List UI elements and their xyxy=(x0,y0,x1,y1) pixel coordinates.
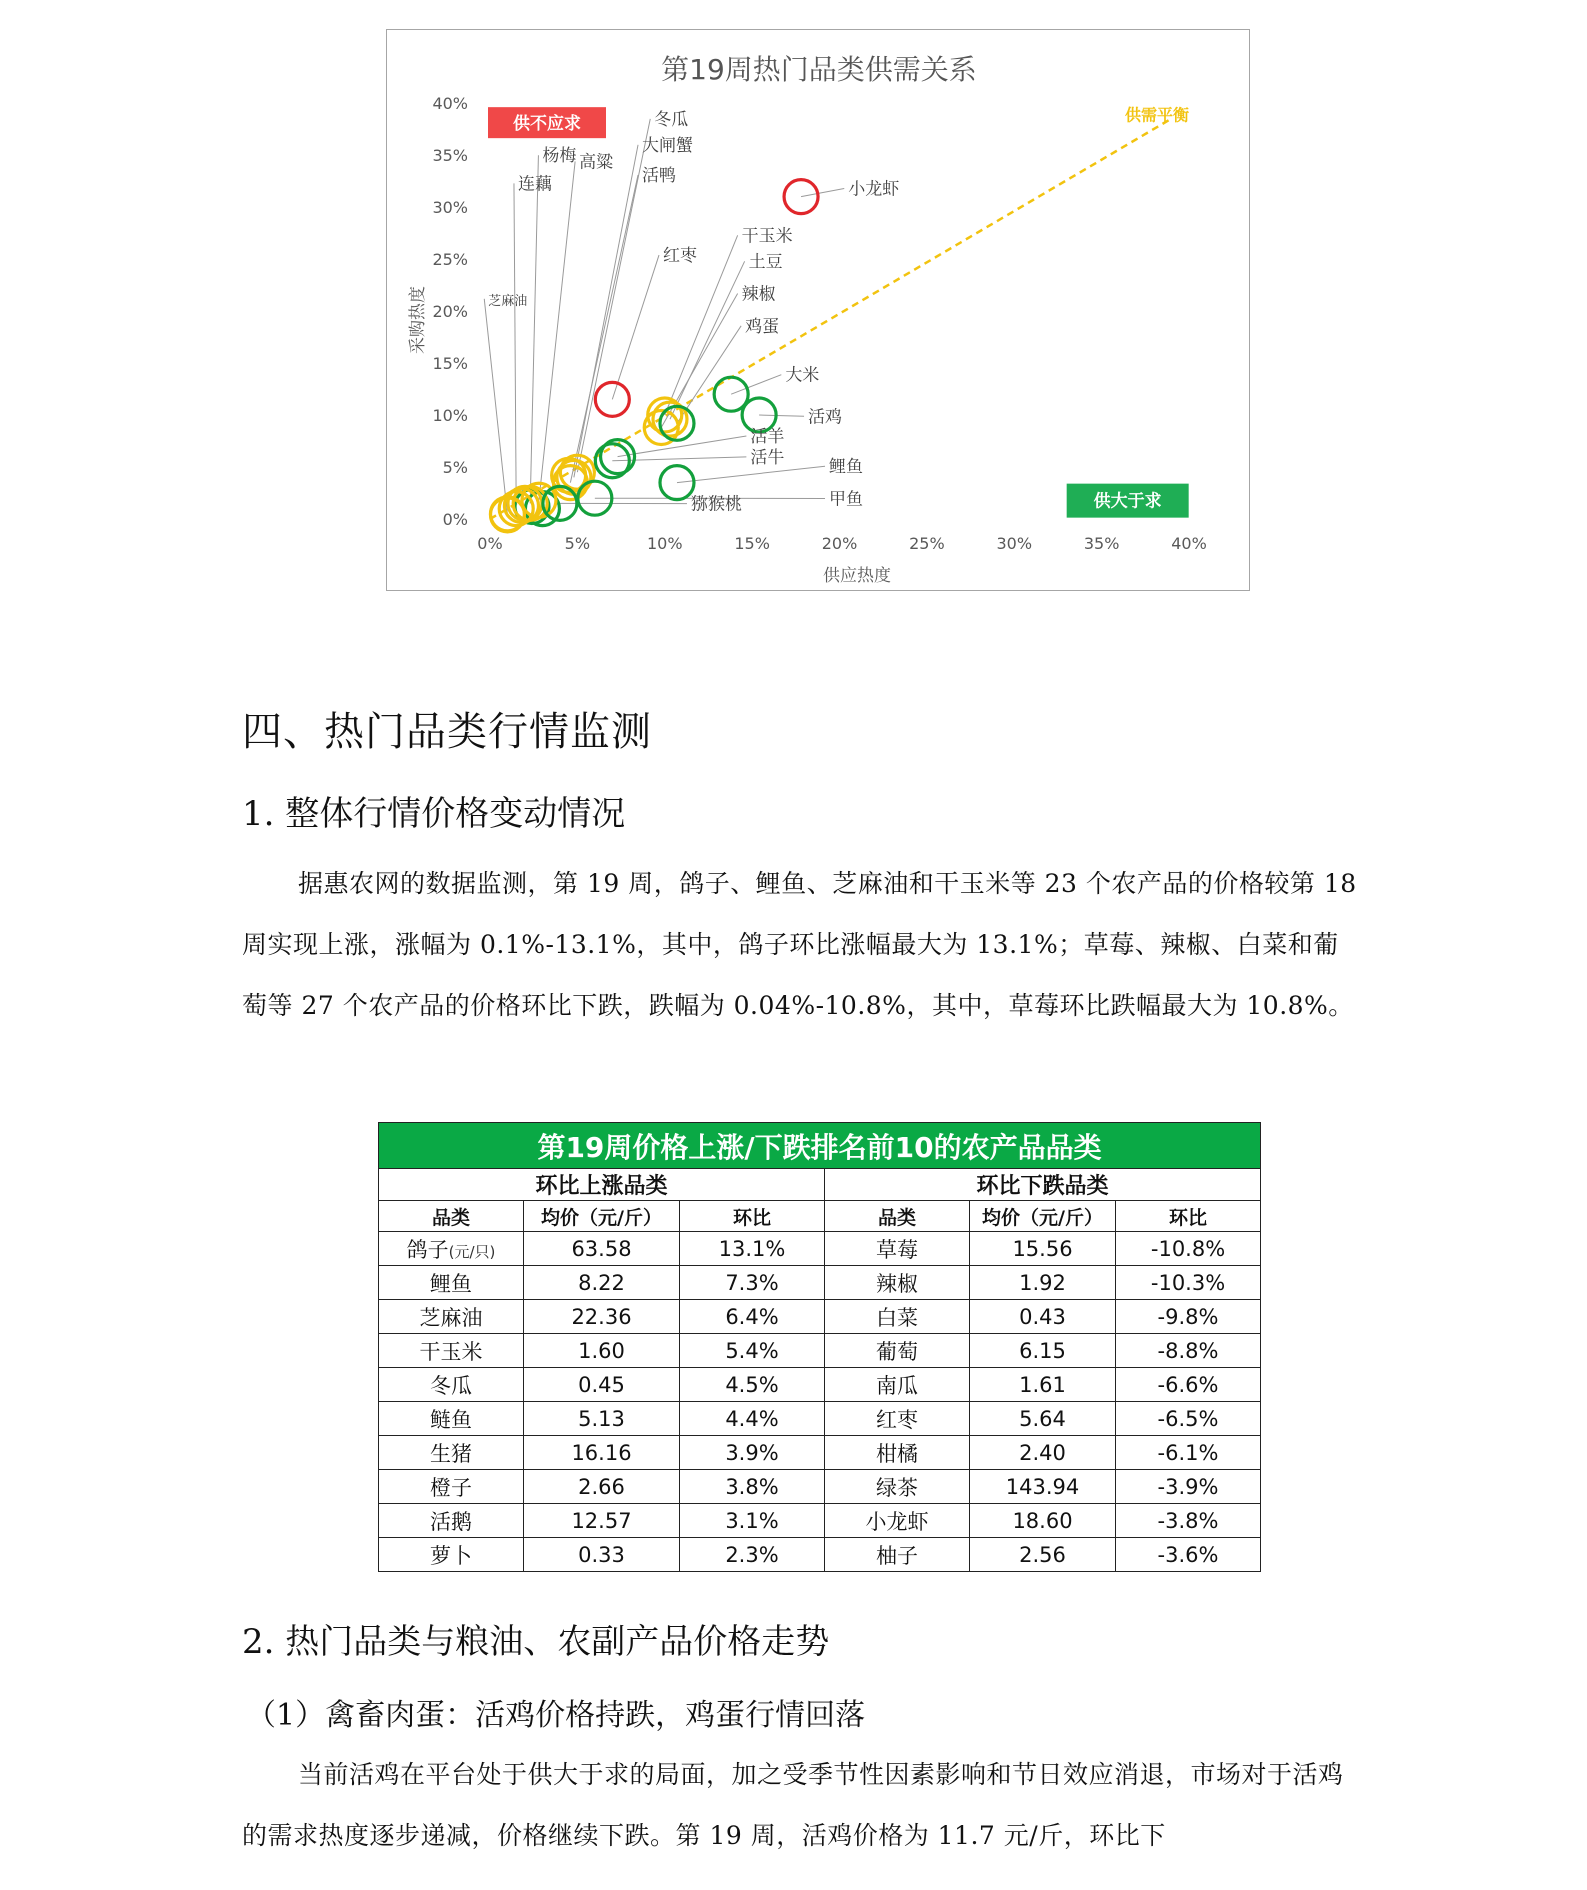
leader-line xyxy=(514,183,516,508)
fall-price: 2.56 xyxy=(970,1538,1116,1572)
x-tick-label: 35% xyxy=(1083,534,1120,553)
point-labels xyxy=(488,110,899,515)
rise-category-name: 活鹅 xyxy=(430,1509,472,1534)
x-tick-label: 30% xyxy=(996,534,1033,553)
point-label: 鲤鱼 xyxy=(829,457,864,478)
rise-category-name: 芝麻油 xyxy=(419,1305,483,1330)
y-tick-label: 20% xyxy=(432,302,468,321)
rise-category-name: 萝卜 xyxy=(430,1543,472,1568)
y-tick-label: 10% xyxy=(432,406,468,425)
leader-line xyxy=(484,299,507,515)
fall-change: -3.9% xyxy=(1116,1470,1261,1504)
rise-category-name: 橙子 xyxy=(430,1475,472,1500)
rise-change: 2.3% xyxy=(680,1538,825,1572)
y-tick-label: 30% xyxy=(432,198,468,217)
rise-change: 3.1% xyxy=(680,1504,825,1538)
table-row xyxy=(379,1266,1261,1300)
leader-line xyxy=(759,415,804,416)
rise-category-unit: (元/只) xyxy=(448,1242,496,1261)
fall-price: 15.56 xyxy=(970,1232,1116,1266)
fall-change: -10.8% xyxy=(1116,1232,1261,1266)
leader-line xyxy=(612,457,746,461)
table-row xyxy=(379,1538,1261,1572)
fall-price: 5.64 xyxy=(970,1402,1116,1436)
fall-category: 南瓜 xyxy=(825,1368,970,1402)
rise-change: 3.9% xyxy=(680,1436,825,1470)
rise-change: 7.3% xyxy=(680,1266,825,1300)
rise-price: 63.58 xyxy=(524,1232,680,1266)
table-row xyxy=(379,1436,1261,1470)
fall-change: -6.6% xyxy=(1116,1368,1261,1402)
fall-change: -3.8% xyxy=(1116,1504,1261,1538)
rise-change: 13.1% xyxy=(680,1232,825,1266)
fall-category: 葡萄 xyxy=(825,1334,970,1368)
rise-category xyxy=(379,1504,524,1538)
point-label: 芝麻油 xyxy=(488,293,528,309)
fall-price: 143.94 xyxy=(970,1470,1116,1504)
leader-line xyxy=(677,466,825,482)
paragraph-overall: 据惠农网的数据监测，第 19 周，鸽子、鲤鱼、芝麻油和干玉米等 23 个农产品的价格较第 18 周实现上涨，涨幅为 0.1%-13.1%，其中，鸽子环比涨幅最大为 13.1%；草莓、辣椒、白菜和葡萄等 27 个农产品的价格环比下跌，跌幅为 0.04%-10.8%，其中，草莓环比跌幅最大为 10.8%。 xyxy=(242,869,1357,1020)
x-tick-label: 25% xyxy=(909,534,945,553)
point-label: 干玉米 xyxy=(741,226,793,247)
point-label: 猕猴桃 xyxy=(690,494,742,515)
supply-demand-chart xyxy=(386,29,1250,591)
rise-category xyxy=(379,1470,524,1504)
x-axis-label: 供应热度 xyxy=(823,566,891,586)
leader-line xyxy=(801,189,844,197)
subsection-heading-1: 1. 整体行情价格变动情况 xyxy=(242,794,626,834)
rise-category-name: 干玉米 xyxy=(419,1339,483,1364)
fall-category: 柚子 xyxy=(825,1538,970,1572)
rise-change: 4.4% xyxy=(680,1402,825,1436)
table-row xyxy=(379,1300,1261,1334)
rise-price: 12.57 xyxy=(524,1504,680,1538)
rise-category xyxy=(379,1538,524,1572)
rise-change: 6.4% xyxy=(680,1300,825,1334)
scatter-plot xyxy=(387,30,1251,592)
leader-line xyxy=(574,145,638,478)
subsection-heading-3: （1）禽畜肉蛋：活鸡价格持跌，鸡蛋行情回落 xyxy=(246,1698,866,1733)
col-head-change: 环比 xyxy=(1116,1201,1261,1232)
table-row xyxy=(379,1470,1261,1504)
surplus-zone-label: 供大于求 xyxy=(1093,491,1162,512)
col-head-price: 均价（元/斤） xyxy=(970,1201,1116,1232)
rise-category xyxy=(379,1402,524,1436)
section-heading: 四、热门品类行情监测 xyxy=(242,709,652,755)
fall-price: 18.60 xyxy=(970,1504,1116,1538)
table-title: 第19周价格上涨/下跌排名前10的农产品品类 xyxy=(379,1123,1261,1169)
rise-category-name: 鲤鱼 xyxy=(430,1271,472,1296)
rise-category-name: 生猪 xyxy=(430,1441,472,1466)
leader-line xyxy=(570,175,638,483)
col-head-category: 品类 xyxy=(825,1201,970,1232)
rise-price: 0.45 xyxy=(524,1368,680,1402)
point-label: 杨梅 xyxy=(542,146,577,167)
rise-category xyxy=(379,1300,524,1334)
y-tick-label: 0% xyxy=(442,510,468,529)
point-label: 活羊 xyxy=(750,427,785,448)
fall-category: 红枣 xyxy=(825,1402,970,1436)
col-head-change: 环比 xyxy=(680,1201,825,1232)
fall-price: 1.61 xyxy=(970,1368,1116,1402)
leader-line xyxy=(670,261,745,419)
fall-category: 辣椒 xyxy=(825,1266,970,1300)
col-head-category: 品类 xyxy=(379,1201,524,1232)
fall-change: -9.8% xyxy=(1116,1300,1261,1334)
x-tick-label: 5% xyxy=(564,534,591,553)
fall-category: 绿茶 xyxy=(825,1470,970,1504)
rise-group-header: 环比上涨品类 xyxy=(379,1169,825,1201)
point-label: 冬瓜 xyxy=(654,109,689,130)
shortage-zone-label: 供不应求 xyxy=(513,114,581,135)
point-label: 大闸蟹 xyxy=(642,135,694,156)
rise-category xyxy=(379,1266,524,1300)
point-label: 小龙虾 xyxy=(848,179,900,200)
x-tick-label: 10% xyxy=(646,534,683,553)
point-label: 活鸭 xyxy=(642,166,677,186)
table-row xyxy=(379,1232,1261,1266)
rise-price: 2.66 xyxy=(524,1470,680,1504)
table-row xyxy=(379,1402,1261,1436)
rise-category-name: 冬瓜 xyxy=(430,1373,472,1398)
rise-price: 0.33 xyxy=(524,1538,680,1572)
x-tick-label: 20% xyxy=(821,534,858,553)
fall-group-header: 环比下跌品类 xyxy=(825,1169,1261,1201)
point-label: 大米 xyxy=(785,365,820,386)
rise-category xyxy=(379,1232,524,1266)
fall-category: 小龙虾 xyxy=(825,1504,970,1538)
point-label: 红枣 xyxy=(663,246,698,267)
fall-change: -6.1% xyxy=(1116,1436,1261,1470)
subsection-heading-2: 2. 热门品类与粮油、农副产品价格走势 xyxy=(242,1622,830,1662)
fall-category: 柑橘 xyxy=(825,1436,970,1470)
fall-change: -8.8% xyxy=(1116,1334,1261,1368)
chart-title: 第19周热门品类供需关系 xyxy=(661,53,977,86)
leader-line xyxy=(612,255,659,399)
rise-price: 1.60 xyxy=(524,1334,680,1368)
point-label: 土豆 xyxy=(748,252,783,273)
y-tick-label: 25% xyxy=(432,250,468,269)
point-label: 甲鱼 xyxy=(829,489,864,510)
col-head-price: 均价（元/斤） xyxy=(524,1201,680,1232)
point-label: 辣椒 xyxy=(741,284,776,305)
fall-change: -10.3% xyxy=(1116,1266,1261,1300)
rise-change: 3.8% xyxy=(680,1470,825,1504)
rise-price: 8.22 xyxy=(524,1266,680,1300)
rise-category-name: 鸽子 xyxy=(406,1237,449,1262)
fall-price: 0.43 xyxy=(970,1300,1116,1334)
y-tick-label: 40% xyxy=(432,94,468,113)
table-row xyxy=(379,1368,1261,1402)
leader-line xyxy=(539,161,575,500)
price-ranking-table xyxy=(378,1122,1261,1572)
fall-change: -3.6% xyxy=(1116,1538,1261,1572)
rise-price: 5.13 xyxy=(524,1402,680,1436)
y-axis-label: 采购热度 xyxy=(408,286,428,354)
rise-category-name: 鲢鱼 xyxy=(430,1407,472,1432)
rise-price: 22.36 xyxy=(524,1300,680,1334)
balance-label: 供需平衡 xyxy=(1124,105,1189,125)
x-tick-label: 0% xyxy=(477,534,503,553)
y-tick-label: 5% xyxy=(442,458,468,477)
fall-category: 草莓 xyxy=(825,1232,970,1266)
fall-price: 1.92 xyxy=(970,1266,1116,1300)
rise-change: 5.4% xyxy=(680,1334,825,1368)
leader-line xyxy=(530,155,538,503)
y-tick-label: 35% xyxy=(432,146,468,165)
point-label: 鸡蛋 xyxy=(745,316,780,337)
point-label: 高粱 xyxy=(579,152,614,173)
fall-category: 白菜 xyxy=(825,1300,970,1334)
table-row xyxy=(379,1334,1261,1368)
rise-category xyxy=(379,1368,524,1402)
rise-category xyxy=(379,1334,524,1368)
point-label: 活鸡 xyxy=(808,407,843,428)
rise-category xyxy=(379,1436,524,1470)
point-label: 活牛 xyxy=(750,447,785,468)
fall-change: -6.5% xyxy=(1116,1402,1261,1436)
fall-price: 6.15 xyxy=(970,1334,1116,1368)
rise-price: 16.16 xyxy=(524,1436,680,1470)
rise-change: 4.5% xyxy=(680,1368,825,1402)
point-label: 连藕 xyxy=(517,174,552,195)
paragraph-poultry: 当前活鸡在平台处于供大于求的局面，加之受季节性因素影响和节日效应消退，市场对于活鸡的需求热度逐步递减，价格继续下跌。第 19 周，活鸡价格为 11.7 元/斤，环比下 xyxy=(242,1760,1344,1850)
x-tick-label: 15% xyxy=(734,534,770,553)
fall-price: 2.40 xyxy=(970,1436,1116,1470)
table-row xyxy=(379,1504,1261,1538)
y-tick-label: 15% xyxy=(432,354,468,373)
x-tick-label: 40% xyxy=(1171,534,1207,553)
